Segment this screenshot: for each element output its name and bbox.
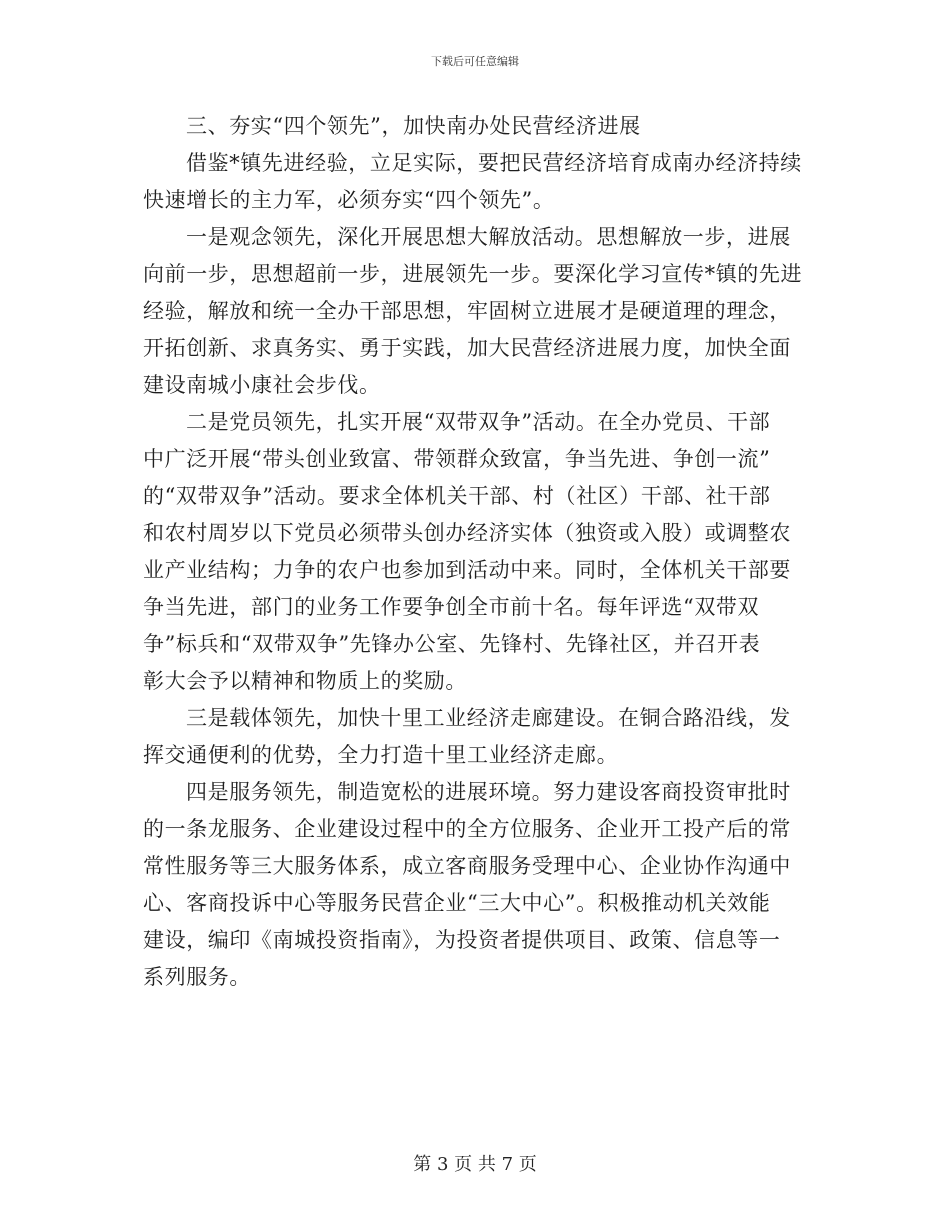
paragraph-concept-lead bbox=[143, 219, 823, 404]
heading-line: 三、夯实“四个领先”，加快南办处民营经济进展 bbox=[186, 114, 641, 138]
paragraph-line: 系列服务。 bbox=[143, 965, 251, 989]
page-number: 第 3 页 共 7 页 bbox=[413, 1154, 537, 1175]
paragraph-line: 建设南城小康社会步伐。 bbox=[143, 373, 381, 397]
paragraph-intro bbox=[143, 145, 823, 219]
paragraph-line: 一是观念领先，深化开展思想大解放活动。思想解放一步，进展 bbox=[186, 225, 791, 249]
paragraph-line: 心、客商投诉中心等服务民营企业“三大中心”。积极推动机关效能 bbox=[143, 891, 771, 915]
paragraph-line: 四是服务领先，制造宽松的进展环境。努力建设客商投资审批时 bbox=[186, 780, 791, 804]
document-body bbox=[143, 108, 823, 996]
paragraph-party-member-lead bbox=[143, 404, 823, 700]
paragraph-line: 争”标兵和“双带双争”先锋办公室、先锋村、先锋社区，并召开表 bbox=[143, 632, 761, 656]
header-note: 下载后可任意编辑 bbox=[431, 55, 519, 68]
section-heading bbox=[143, 108, 823, 145]
paragraph-line: 和农村周岁以下党员必须带头创办经济实体（独资或入股）或调整农 bbox=[143, 521, 791, 545]
paragraph-line: 开拓创新、求真务实、勇于实践，加大民营经济进展力度，加快全面 bbox=[143, 336, 791, 360]
paragraph-line: 业产业结构；力争的农户也参加到活动中来。同时，全体机关干部要 bbox=[143, 558, 791, 582]
paragraph-line: 经验，解放和统一全办干部思想，牢固树立进展才是硬道理的理念， bbox=[143, 299, 791, 323]
paragraph-line: 常性服务等三大服务体系，成立客商服务受理中心、企业协作沟通中 bbox=[143, 854, 791, 878]
paragraph-line: 挥交通便利的优势，全力打造十里工业经济走廊。 bbox=[143, 743, 619, 767]
paragraph-line: 中广泛开展“带头创业致富、带领群众致富，争当先进、争创一流” bbox=[143, 447, 771, 471]
paragraph-line: 的“双带双争”活动。要求全体机关干部、村（社区）干部、社干部 bbox=[143, 484, 771, 508]
paragraph-line: 的一条龙服务、企业建设过程中的全方位服务、企业开工投产后的常 bbox=[143, 817, 791, 841]
paragraph-line: 彰大会予以精神和物质上的奖励。 bbox=[143, 669, 467, 693]
paragraph-line: 争当先进，部门的业务工作要争创全市前十名。每年评选“双带双 bbox=[143, 595, 760, 619]
paragraph-line: 快速增长的主力军，必须夯实“四个领先”。 bbox=[143, 188, 555, 212]
paragraph-line: 二是党员领先，扎实开展“双带双争”活动。在全办党员、干部 bbox=[186, 410, 771, 434]
paragraph-line: 向前一步，思想超前一步，进展领先一步。要深化学习宣传*镇的先进 bbox=[143, 262, 803, 286]
paragraph-service-lead bbox=[143, 774, 823, 996]
paragraph-carrier-lead bbox=[143, 700, 823, 774]
paragraph-line: 三是载体领先，加快十里工业经济走廊建设。在铜合路沿线，发 bbox=[186, 706, 791, 730]
paragraph-line: 建设，编印《南城投资指南》，为投资者提供项目、政策、信息等一 bbox=[143, 928, 781, 952]
paragraph-line: 借鉴*镇先进经验，立足实际，要把民营经济培育成南办经济持续 bbox=[186, 151, 802, 175]
